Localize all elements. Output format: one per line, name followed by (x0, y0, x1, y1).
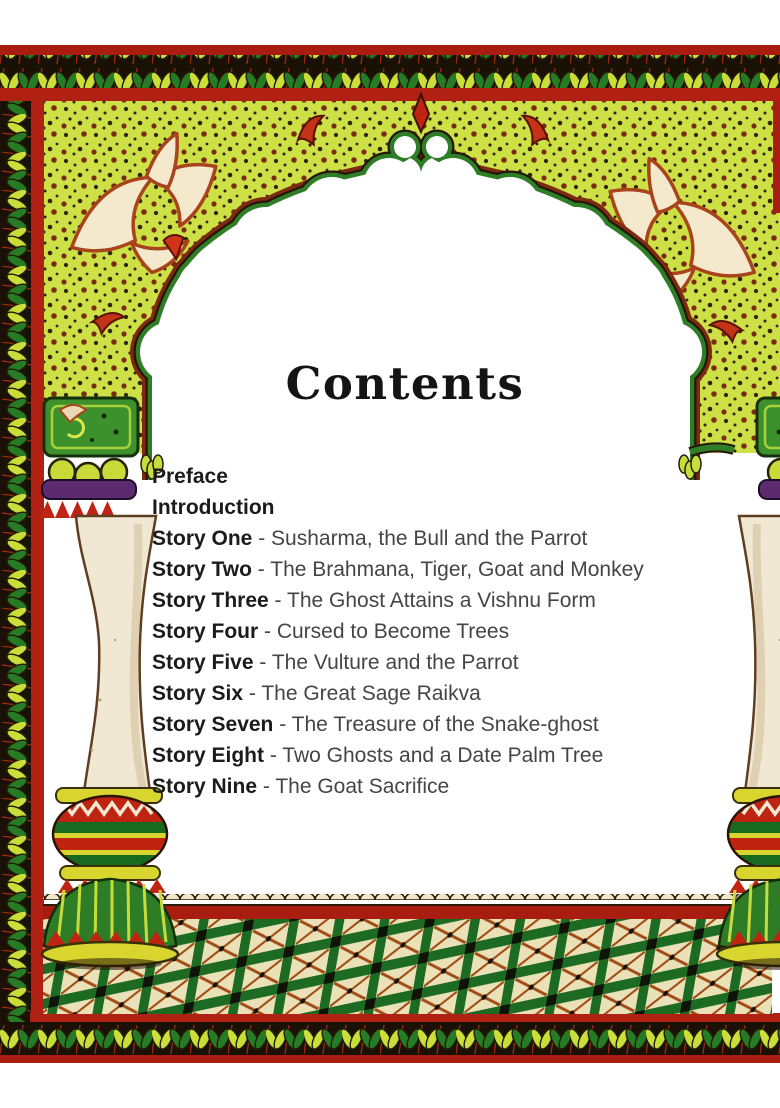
toc-item-story-one (152, 523, 644, 554)
toc-label: Story Six (152, 682, 244, 705)
toc-item-story-two (152, 554, 644, 585)
inner-red-border-top (0, 88, 780, 101)
toc-label: Story One (152, 527, 253, 550)
toc-item-preface (152, 461, 644, 492)
inner-red-border-right (773, 101, 780, 213)
toc-item-story-seven (152, 709, 644, 740)
toc-item-introduction (152, 492, 644, 523)
inner-red-border-bottom (30, 1013, 780, 1023)
toc-item-story-four (152, 616, 644, 647)
leaf-border-bottom (0, 1022, 780, 1055)
toc-item-story-nine (152, 771, 644, 802)
table-of-contents (152, 461, 644, 802)
outer-red-border-top (0, 45, 780, 55)
toc-label: Story Five (152, 651, 254, 674)
inner-red-border-left (31, 101, 44, 1013)
toc-label: Story Nine (152, 775, 258, 798)
toc-label: Story Four (152, 620, 259, 643)
page-title: Contents (285, 357, 525, 410)
toc-title: - Cursed to Become Trees (258, 620, 510, 643)
toc-title: - The Great Sage Raikva (243, 682, 481, 705)
leaf-border-left (0, 55, 31, 1055)
toc-label: Introduction (152, 496, 275, 519)
leaf-border-top (0, 55, 780, 88)
toc-label: Story Eight (152, 744, 265, 767)
toc-label: Story Two (152, 558, 252, 581)
toc-title: - The Ghost Attains a Vishnu Form (268, 589, 596, 612)
toc-label: Story Seven (152, 713, 274, 736)
toc-title: - The Goat Sacrifice (257, 775, 450, 798)
outer-red-border-bottom (0, 1055, 780, 1063)
toc-title: - The Treasure of the Snake-ghost (273, 713, 599, 736)
toc-item-story-eight (152, 740, 644, 771)
toc-label: Preface (152, 465, 228, 488)
toc-item-story-six (152, 678, 644, 709)
toc-item-story-five (152, 647, 644, 678)
toc-label: Story Three (152, 589, 269, 612)
toc-title: - The Brahmana, Tiger, Goat and Monkey (251, 558, 644, 581)
toc-title: - Two Ghosts and a Date Palm Tree (264, 744, 604, 767)
toc-title: - Susharma, the Bull and the Parrot (252, 527, 588, 550)
toc-title: - The Vulture and the Parrot (253, 651, 519, 674)
toc-item-story-three (152, 585, 644, 616)
